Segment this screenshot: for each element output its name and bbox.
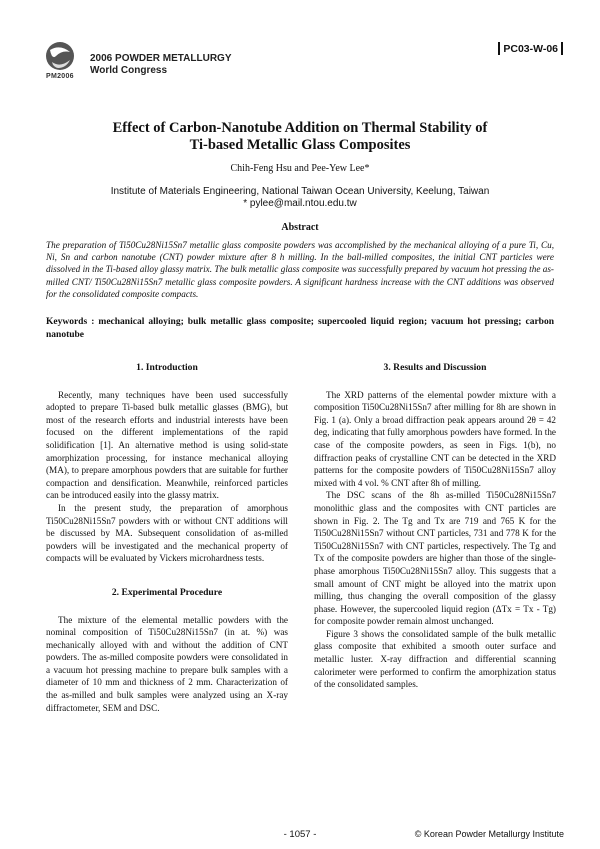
logo-year: PM2006 — [46, 73, 74, 80]
intro-paragraph-1: Recently, many techniques have been used successfully adopted to prepare Ti-based bulk metallic glasses (BMG), but most of the research efforts and industrial interests have been focused on the different implementations of the rapid solidification [1]. An alternative method is using solid-state amorphization processing, for instance mechanical alloying (MA), to prepare amorphous powders that are suitable for further compaction and densification. Meanwhile, reinforced particles can be introduced easily into the glassy matrix. — [46, 389, 288, 501]
page-number: - 1057 - — [283, 829, 317, 840]
code-bar-left — [498, 42, 500, 55]
copyright: © Korean Powder Metallurgy Institute — [414, 829, 564, 839]
affiliation: Institute of Materials Engineering, National Taiwan Ocean University, Keelung, Taiwan — [110, 186, 490, 197]
experimental-heading: 2. Experimental Procedure — [111, 586, 223, 598]
paper-code-box — [497, 42, 564, 55]
results-paragraph-3: Figure 3 shows the consolidated sample of the bulk metallic glass composite that exhibited a smooth outer surface and metallic luster. X-ray diffraction and differential scanning calorimeter were performed to confirm the amorphization status of the consolidated samples. — [314, 628, 556, 690]
results-paragraph-2: The DSC scans of the 8h as-milled Ti50Cu28Ni15Sn7 monolithic glass and the composites with CNT particles are shown in Fig. 2. The Tg and Tx are 719 and 765 K for the Ti50Cu28Ni15Sn7 without CNT particles, 731 and 778 K for the Ti50Cu28Ni15Sn7 with CNT particles, respectively. The Tg and Tx of the composite powders are higher than those of the single-phase amorphous Ti50Cu28Ni15Sn7 alloy. This suggests that a small amount of CNT might be alloyed into the matrix upon milling, thus changing the overall composition of the glassy phase. However, the supercooled liquid region (ΔTx = Tx - Tg) for composite powder remain almost unchanged. — [314, 490, 556, 627]
title-line2: Ti-based Metallic Glass Composites — [189, 137, 411, 153]
abstract-text: The preparation of Ti50Cu28Ni15Sn7 metallic glass composite powders was accomplished by the mechanical alloying of a pure Ti, Cu, Ni, Sn and carbon nanotube (CNT) powder mixture after 8 h milling. In the ball-milled composites, the initial CNT particles were dissolved in the Ti-based alloy glassy matrix. The bulk metallic glass composite was successfully prepared by vacuum hot pressing the as-milled CNT/ Ti50Cu28Ni15Sn7 metallic glass composite powders. A significant hardness increase with the CNT additions was observed for the consolidated composite compacts. — [46, 240, 554, 299]
authors: Chih-Feng Hsu and Pee-Yew Lee* — [230, 163, 370, 174]
code-bar-right — [561, 42, 563, 55]
results-heading: 3. Results and Discussion — [383, 362, 487, 373]
experimental-paragraph-1: The mixture of the elemental metallic powders with the nominal composition of Ti50Cu28Ni15Sn7 (in at. %) was mechanically alloyed with and without the addition of CNT powders. The as-milled composite powders were consolidated in a vacuum hot pressing machine to prepare bulk samples with a diameter of 10 mm and thickness of 2 mm. Characterization of the as-milled and bulk samples were analyzed using an X-ray diffractometer, SEM and DSC. — [46, 614, 288, 713]
paper-code: PC03-W-06 — [503, 42, 558, 55]
conference-name — [90, 53, 232, 77]
left-column — [46, 362, 288, 714]
paper-title — [50, 120, 550, 154]
conference-line1: 2006 POWDER METALLURGY — [90, 53, 232, 64]
affiliation-block — [0, 186, 600, 210]
keywords: Keywords : mechanical alloying; bulk metallic glass composite; supercooled liquid region; vacuum hot pressing; carbon nanotube — [46, 317, 554, 340]
email: * pylee@mail.ntou.edu.tw — [243, 198, 357, 209]
introduction-heading: 1. Introduction — [136, 362, 198, 373]
abstract-heading: Abstract — [281, 222, 319, 233]
intro-paragraph-2: In the present study, the preparation of amorphous Ti50Cu28Ni15Sn7 powders with or without CNT additions will be discussed by MA. Subsequent consolidation of as-milled powders will be investigated and the mechanical property of compacts will be evaluated by Vickers microhardness tests. — [46, 502, 288, 564]
results-paragraph-1: The XRD patterns of the elemental powder mixture with a composition Ti50Cu28Ni15Sn7 after milling for 8h are shown in Fig. 1 (a). Only a broad diffraction peak appears around 2θ = 42 deg, indicating that fully amorphous powders have formed. In the case of the composite powders, as seen in Figs. 1(b), no diffraction peaks of crystalline CNT can be detected in the XRD patterns for the composite powders of Ti50Cu28Ni15Sn7 alloy mixed with 4 vol. % CNT after 8h of milling. — [314, 389, 556, 488]
title-line1: Effect of Carbon-Nanotube Addition on Thermal Stability of — [112, 120, 488, 136]
conference-line2: World Congress — [90, 65, 168, 76]
right-column — [314, 362, 556, 691]
